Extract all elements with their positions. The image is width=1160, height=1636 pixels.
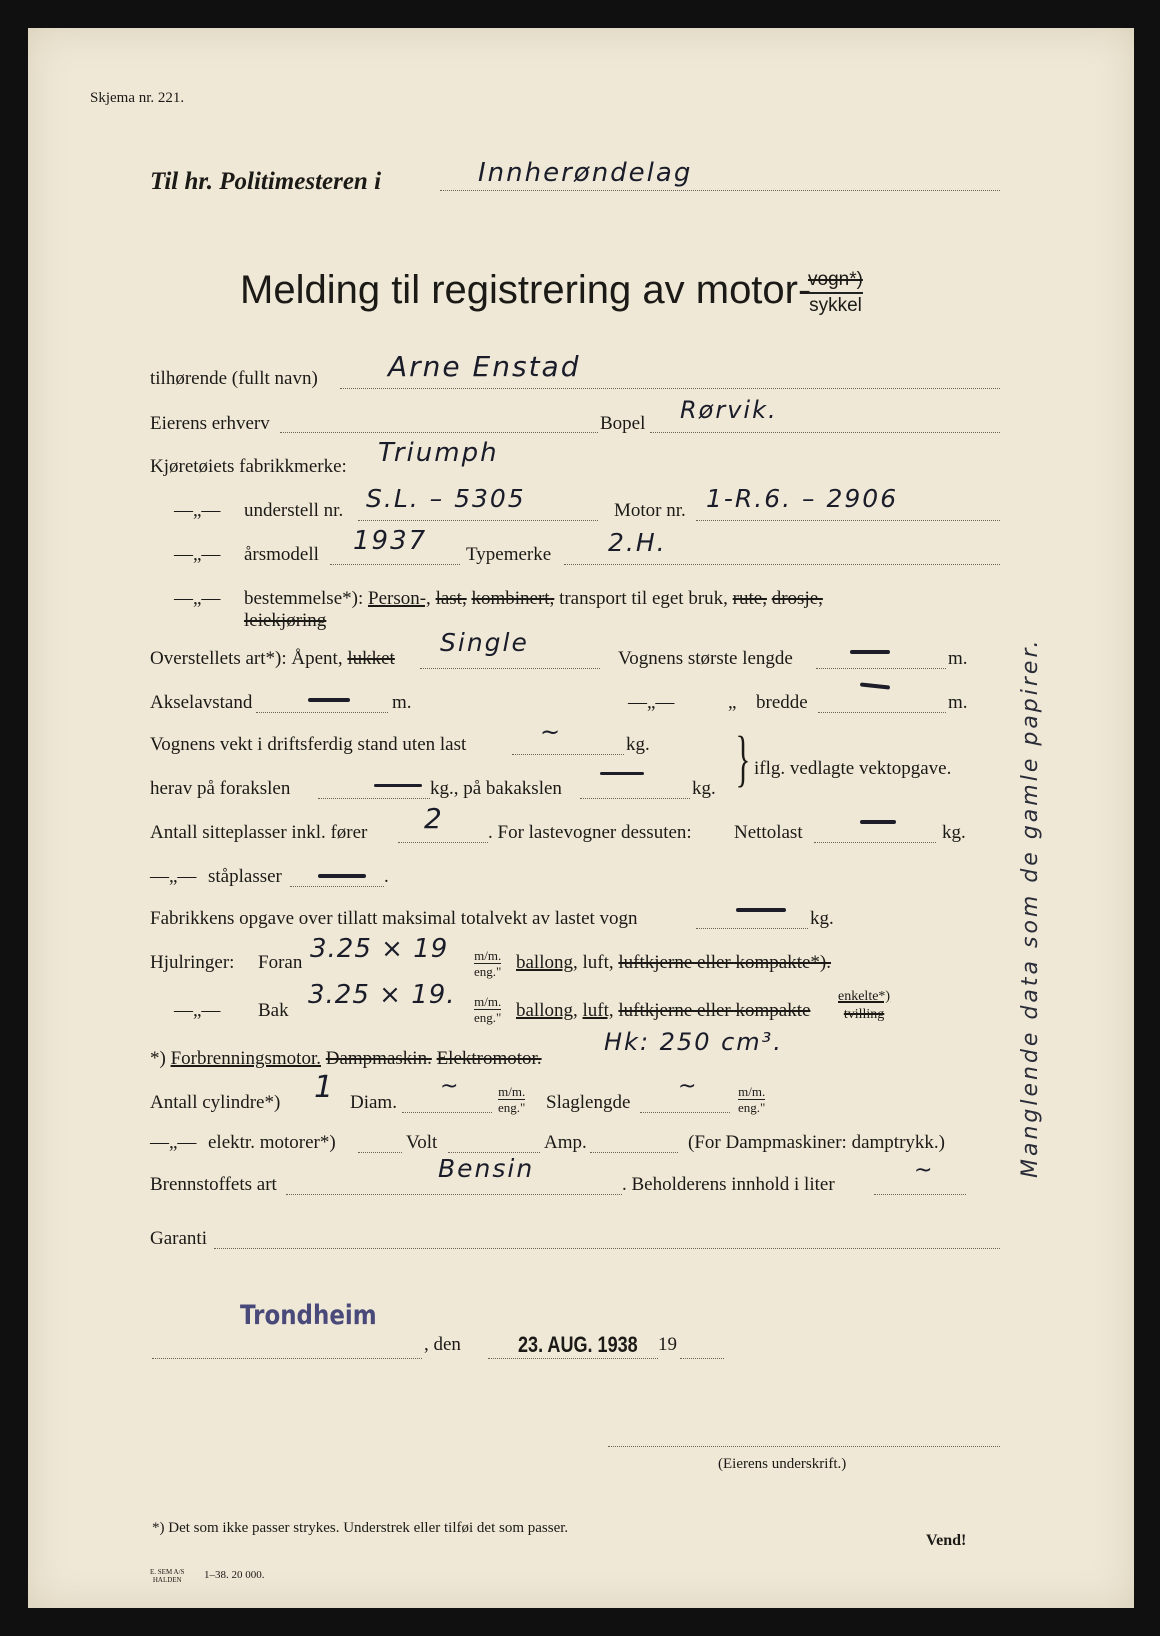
volt-line bbox=[448, 1152, 540, 1153]
rear-axle-dash bbox=[600, 772, 644, 775]
addressee-line bbox=[440, 190, 1000, 191]
occupation-line bbox=[280, 432, 598, 433]
tank-line bbox=[874, 1194, 966, 1195]
tires-rear-units bbox=[474, 994, 501, 1025]
engine-electric: Elektromotor. bbox=[436, 1048, 542, 1069]
occupation-label: Eierens erhverv bbox=[150, 413, 270, 434]
chassis-prefix: —„— bbox=[174, 500, 221, 521]
tires-front-ballong: ballong, bbox=[516, 952, 578, 973]
max-weight-unit: kg. bbox=[810, 908, 834, 929]
cylinders-value[interactable]: 1 bbox=[314, 1070, 336, 1105]
weight-line bbox=[512, 754, 624, 755]
stroke-eng: eng." bbox=[738, 1100, 766, 1115]
type-label: Typemerke bbox=[466, 544, 552, 565]
seats-line bbox=[398, 842, 488, 843]
tires-front-value[interactable]: 3.25 × 19 bbox=[310, 934, 449, 964]
weight-label: Vognens vekt i driftsferdig stand uten last bbox=[150, 734, 467, 755]
body-line bbox=[420, 668, 600, 669]
length-dash bbox=[850, 650, 890, 654]
date-line bbox=[488, 1358, 658, 1359]
width-dash bbox=[860, 682, 890, 689]
purpose-rute: rute, bbox=[732, 588, 767, 609]
diam-label: Diam. bbox=[350, 1092, 397, 1113]
front-axle-unit: kg., på bakakslen bbox=[430, 778, 562, 799]
width-ditto: —„— bbox=[628, 692, 675, 713]
tires-rear-types bbox=[516, 1000, 810, 1022]
tires-rear-label: Bak bbox=[258, 1000, 289, 1021]
standing-end: . bbox=[384, 866, 389, 887]
place-stamp: Trondheim bbox=[240, 1300, 377, 1331]
purpose-person: Person-, bbox=[368, 588, 431, 609]
tires-rear-value[interactable]: 3.25 × 19. bbox=[308, 980, 456, 1010]
year-prefix: —„— bbox=[174, 544, 221, 565]
form-sheet bbox=[28, 28, 1134, 1608]
tires-front-label: Foran bbox=[258, 952, 303, 973]
motor-label: Motor nr. bbox=[614, 500, 686, 521]
footer-note: *) Det som ikke passer strykes. Understrek eller tilføi det som passer. bbox=[152, 1520, 569, 1536]
standing-label: ståplasser bbox=[208, 866, 282, 887]
stroke-value[interactable]: ~ bbox=[678, 1074, 699, 1099]
engine-value[interactable]: Hk: 250 cm³. bbox=[604, 1028, 783, 1056]
tires-rear-ballong: ballong, bbox=[516, 1000, 578, 1021]
length-unit: m. bbox=[948, 648, 968, 669]
amp-line bbox=[590, 1152, 678, 1153]
purpose-kombinert: kombinert, bbox=[471, 588, 555, 609]
title-frac-bottom: sykkel bbox=[809, 295, 862, 316]
weight-note: iflg. vedlagte vektopgave. bbox=[754, 758, 952, 779]
stroke-label: Slaglengde bbox=[546, 1092, 631, 1113]
cargo-label: . For lastevogner dessuten: bbox=[488, 822, 692, 843]
tires-front-luft: luft, bbox=[582, 952, 614, 973]
printer-name: E. SEM A/S bbox=[150, 1568, 185, 1576]
net-line bbox=[814, 842, 936, 843]
addressee-label: Til hr. Politimesteren i bbox=[150, 168, 382, 195]
length-line bbox=[816, 668, 946, 669]
turn-label: Vend! bbox=[926, 1532, 967, 1549]
tires-rear-twin: tvilling bbox=[843, 1007, 885, 1022]
stroke-mm: m/m. bbox=[738, 1084, 766, 1099]
margin-note: Manglende data som de gamle papirer. bbox=[1018, 637, 1043, 1178]
weight-unit: kg. bbox=[626, 734, 650, 755]
engine-combustion: Forbrenningsmotor. bbox=[170, 1048, 321, 1069]
motor-value[interactable]: 1-R.6. – 2906 bbox=[706, 484, 899, 513]
tank-label: . Beholderens innhold i liter bbox=[622, 1174, 835, 1195]
place-line bbox=[152, 1358, 422, 1359]
tires-front-rest: luftkjerne eller kompakte*). bbox=[618, 952, 831, 973]
purpose-last: last, bbox=[435, 588, 467, 609]
type-value[interactable]: 2.H. bbox=[608, 528, 667, 557]
axle-unit: m. bbox=[392, 692, 412, 713]
date-den: , den bbox=[424, 1334, 461, 1355]
tires-front-eng: eng." bbox=[474, 964, 502, 979]
width-unit: m. bbox=[948, 692, 968, 713]
standing-line bbox=[290, 886, 384, 887]
standing-prefix: —„— bbox=[150, 866, 197, 887]
make-value[interactable]: Triumph bbox=[378, 438, 499, 468]
width-ditto-2: „ bbox=[728, 692, 737, 713]
year-value[interactable]: 1937 bbox=[353, 526, 428, 556]
purpose-leie: leiekjøring bbox=[244, 610, 327, 631]
body-closed: lukket bbox=[347, 648, 395, 669]
type-line bbox=[564, 564, 1000, 565]
net-label: Nettolast bbox=[734, 822, 803, 843]
electric-label: elektr. motorer*) bbox=[208, 1132, 336, 1153]
body-label-text: Overstellets art*): bbox=[150, 648, 287, 669]
max-weight-line bbox=[696, 928, 808, 929]
tires-rear-luft: luft, bbox=[582, 1000, 614, 1021]
width-line bbox=[818, 712, 946, 713]
diam-line bbox=[402, 1112, 492, 1113]
printer-city: HALDEN bbox=[152, 1576, 182, 1584]
signature-line bbox=[608, 1446, 1000, 1447]
printer-mark bbox=[150, 1568, 184, 1584]
year-line-19 bbox=[680, 1358, 724, 1359]
diam-eng: eng." bbox=[498, 1100, 526, 1115]
weight-brace: } bbox=[735, 725, 751, 793]
residence-label: Bopel bbox=[600, 413, 646, 434]
engine-line bbox=[150, 1048, 542, 1070]
year-label: årsmodell bbox=[244, 544, 319, 565]
front-axle-line bbox=[318, 798, 430, 799]
electric-prefix: —„— bbox=[150, 1132, 197, 1153]
front-axle-label: herav på forakslen bbox=[150, 778, 291, 799]
fuel-label: Brennstoffets art bbox=[150, 1174, 277, 1195]
tires-rear-eng: eng." bbox=[474, 1010, 502, 1025]
axle-dash bbox=[308, 698, 350, 702]
standing-dash bbox=[318, 874, 366, 878]
tires-rear-rest: luftkjerne eller kompakte bbox=[618, 1000, 811, 1021]
purpose-label-text: bestemmelse*): bbox=[244, 588, 364, 609]
weight-value[interactable]: ~ bbox=[540, 718, 563, 746]
purpose-label bbox=[244, 588, 823, 610]
engine-steam: Dampmaskin. bbox=[325, 1048, 432, 1069]
front-axle-dash bbox=[374, 784, 422, 787]
stroke-units bbox=[738, 1084, 765, 1115]
diam-value[interactable]: ~ bbox=[440, 1074, 461, 1099]
print-info: 1–38. 20 000. bbox=[204, 1569, 265, 1581]
fuel-value[interactable]: Bensin bbox=[438, 1154, 535, 1183]
year-prefix-19: 19 bbox=[658, 1334, 677, 1355]
seats-label: Antall sitteplasser inkl. fører bbox=[150, 822, 368, 843]
purpose-drosje: drosje, bbox=[771, 588, 823, 609]
tires-rear-prefix: —„— bbox=[174, 1000, 221, 1021]
title-fraction bbox=[808, 268, 863, 318]
amp-label: Amp. bbox=[544, 1132, 587, 1153]
fuel-line bbox=[286, 1194, 622, 1195]
diam-mm: m/m. bbox=[498, 1084, 526, 1099]
length-label: Vognens største lengde bbox=[618, 648, 793, 669]
addressee-value[interactable]: Innherøndelag bbox=[478, 158, 693, 188]
diam-units bbox=[498, 1084, 525, 1115]
purpose-prefix: —„— bbox=[174, 588, 221, 609]
max-weight-dash bbox=[736, 908, 786, 912]
chassis-value[interactable]: S.L. – 5305 bbox=[366, 484, 526, 513]
tires-rear-mm: m/m. bbox=[474, 994, 502, 1009]
cylinders-label: Antall cylindre*) bbox=[150, 1092, 281, 1113]
guarantee-line bbox=[214, 1248, 1000, 1249]
electric-line bbox=[358, 1152, 402, 1153]
rear-axle-unit: kg. bbox=[692, 778, 716, 799]
owner-line bbox=[340, 388, 1000, 389]
seats-value[interactable]: 2 bbox=[424, 802, 444, 835]
rear-axle-line bbox=[580, 798, 690, 799]
axle-label: Akselavstand bbox=[150, 692, 253, 713]
form-title: Melding til registrering av motor- bbox=[240, 268, 812, 312]
purpose-transport: transport til eget bruk, bbox=[559, 588, 728, 609]
tires-front-units bbox=[474, 948, 501, 979]
title-frac-top: vogn*) bbox=[808, 268, 863, 294]
tires-rear-single: enkelte*) bbox=[838, 989, 891, 1004]
net-dash bbox=[860, 820, 896, 824]
steam-note: (For Dampmaskiner: damptrykk.) bbox=[688, 1132, 945, 1153]
motor-line bbox=[696, 520, 1000, 521]
body-label bbox=[150, 648, 395, 670]
make-label: Kjøretøiets fabrikkmerke: bbox=[150, 456, 347, 477]
tires-label: Hjulringer: bbox=[150, 952, 235, 973]
tank-value[interactable]: ~ bbox=[914, 1158, 935, 1183]
tires-front-mm: m/m. bbox=[474, 948, 502, 963]
year-line bbox=[330, 564, 460, 565]
chassis-label: understell nr. bbox=[244, 500, 344, 521]
guarantee-label: Garanti bbox=[150, 1228, 207, 1249]
owner-label: tilhørende (fullt navn) bbox=[150, 368, 318, 389]
volt-label: Volt bbox=[406, 1132, 438, 1153]
residence-line bbox=[650, 432, 1000, 433]
body-open: Åpent, bbox=[291, 648, 343, 669]
chassis-line bbox=[358, 520, 598, 521]
body-value[interactable]: Single bbox=[440, 628, 529, 657]
residence-value[interactable]: Rørvik. bbox=[680, 396, 778, 424]
engine-note-mark: *) bbox=[150, 1048, 166, 1069]
date-stamp: 23. AUG. 1938 bbox=[518, 1332, 638, 1357]
width-label: bredde bbox=[756, 692, 808, 713]
form-number: Skjema nr. 221. bbox=[90, 90, 185, 106]
owner-value[interactable]: Arne Enstad bbox=[388, 350, 581, 383]
tires-front-types bbox=[516, 952, 831, 974]
stroke-line bbox=[640, 1112, 730, 1113]
net-unit: kg. bbox=[942, 822, 966, 843]
signature-label: (Eierens underskrift.) bbox=[718, 1456, 847, 1472]
tires-rear-mount bbox=[838, 988, 890, 1024]
axle-line bbox=[256, 712, 388, 713]
max-weight-label: Fabrikkens opgave over tillatt maksimal totalvekt av lastet vogn bbox=[150, 908, 638, 929]
